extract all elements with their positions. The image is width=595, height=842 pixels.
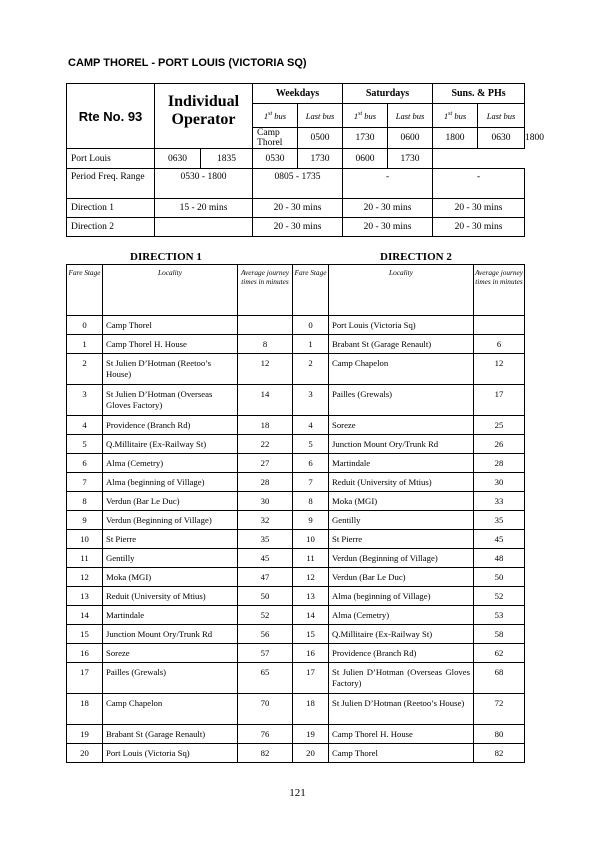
locality-cell: Q.Millitaire (Ex-Railway St) xyxy=(329,625,474,644)
fare-stage-cell: 19 xyxy=(293,725,329,744)
journey-time-cell: 8 xyxy=(238,335,293,354)
fare-stage-cell: 18 xyxy=(67,694,103,725)
journey-time-cell xyxy=(474,316,525,335)
fare-stage-cell: 1 xyxy=(67,335,103,354)
journey-time-cell: 26 xyxy=(474,435,525,454)
journey-time-cell: 52 xyxy=(238,606,293,625)
journey-time-cell: 45 xyxy=(238,549,293,568)
fare-stage-cell: 17 xyxy=(293,663,329,694)
fare-stage-cell: 8 xyxy=(67,492,103,511)
schedule-time: 0600 xyxy=(388,128,433,149)
locality-cell: Alma (Cemetry) xyxy=(103,454,238,473)
fare-stage-cell: 18 xyxy=(293,694,329,725)
table-row xyxy=(67,454,525,473)
journey-time-cell: 25 xyxy=(474,416,525,435)
locality-header: Locality xyxy=(329,265,474,316)
locality-header: Locality xyxy=(103,265,238,316)
journey-time-cell: 28 xyxy=(238,473,293,492)
locality-cell: St Julien D’Hotman (Reetoo’s House) xyxy=(103,354,238,385)
table-row xyxy=(67,335,525,354)
direction1-title: DIRECTION 1 xyxy=(130,251,202,263)
fare-stage-header: Fare Stage xyxy=(293,265,329,316)
sundays-header: Suns. & PHs xyxy=(433,84,525,104)
journey-time-cell: 18 xyxy=(238,416,293,435)
fare-stage-cell: 2 xyxy=(67,354,103,385)
journey-time-cell: 65 xyxy=(238,663,293,694)
locality-cell: St Julien D’Hotman (Overseas Gloves Factory) xyxy=(329,663,474,694)
fare-stage-cell: 5 xyxy=(67,435,103,454)
fare-stage-cell: 10 xyxy=(293,530,329,549)
journey-time-cell: 57 xyxy=(238,644,293,663)
schedule-time: 0630 xyxy=(478,128,525,149)
last-bus-header: Last bus xyxy=(478,104,525,128)
fare-stage-cell: 6 xyxy=(293,454,329,473)
journey-time-cell: 52 xyxy=(474,587,525,606)
fare-stage-cell: 12 xyxy=(67,568,103,587)
locality-cell: Camp Thorel xyxy=(329,744,474,763)
avg-time-header: Average journey times in minutes xyxy=(238,265,293,316)
period-value: 0530 - 1800 xyxy=(155,169,253,199)
table-row xyxy=(67,435,525,454)
locality-cell: Alma (beginning of Village) xyxy=(103,473,238,492)
journey-time-cell: 12 xyxy=(474,354,525,385)
direction2-label: Direction 2 xyxy=(67,218,155,237)
first-bus-header: 1st bus xyxy=(253,104,298,128)
journey-time-cell: 76 xyxy=(238,725,293,744)
locality-cell: Camp Thorel H. House xyxy=(103,335,238,354)
journey-time-cell: 35 xyxy=(474,511,525,530)
schedule-place: Port Louis xyxy=(67,149,155,169)
locality-cell: Gentilly xyxy=(103,549,238,568)
journey-time-cell: 53 xyxy=(474,606,525,625)
table-row xyxy=(67,416,525,435)
locality-cell: Alma (beginning of Village) xyxy=(329,587,474,606)
fare-stage-cell: 14 xyxy=(67,606,103,625)
schedule-time: 1800 xyxy=(433,128,478,149)
locality-cell: St Julien D’Hotman (Reetoo’s House) xyxy=(329,694,474,725)
fare-stage-cell: 14 xyxy=(293,606,329,625)
schedule-time: 1730 xyxy=(343,128,388,149)
locality-cell: Verdun (Bar Le Duc) xyxy=(103,492,238,511)
fare-stage-cell: 15 xyxy=(67,625,103,644)
journey-time-cell: 22 xyxy=(238,435,293,454)
fare-stage-cell: 8 xyxy=(293,492,329,511)
fare-stage-cell: 6 xyxy=(67,454,103,473)
journey-time-cell xyxy=(238,316,293,335)
fare-stage-cell: 10 xyxy=(67,530,103,549)
direction1-freq: 20 - 30 mins xyxy=(433,199,525,218)
schedule-time: 1730 xyxy=(298,149,343,169)
page-title: CAMP THOREL - PORT LOUIS (VICTORIA SQ) xyxy=(68,57,307,69)
locality-cell: Q.Millitaire (Ex-Railway St) xyxy=(103,435,238,454)
locality-cell: Moka (MGI) xyxy=(103,568,238,587)
locality-cell: St Pierre xyxy=(103,530,238,549)
fare-stage-cell: 0 xyxy=(67,316,103,335)
period-value: - xyxy=(433,169,525,199)
fare-stage-cell: 20 xyxy=(67,744,103,763)
journey-time-cell: 6 xyxy=(474,335,525,354)
table-row xyxy=(67,568,525,587)
journey-time-cell: 30 xyxy=(474,473,525,492)
last-bus-header: Last bus xyxy=(298,104,343,128)
table-row xyxy=(67,694,525,725)
journey-time-cell: 48 xyxy=(474,549,525,568)
table-row xyxy=(67,606,525,625)
locality-cell: Junction Mount Ory/Trunk Rd xyxy=(103,625,238,644)
journey-time-cell: 80 xyxy=(474,725,525,744)
locality-cell: Reduit (University of Mtius) xyxy=(329,473,474,492)
locality-cell: St Pierre xyxy=(329,530,474,549)
fare-stage-cell: 9 xyxy=(293,511,329,530)
schedule-time: 1835 xyxy=(201,149,253,169)
fare-stage-cell: 3 xyxy=(67,385,103,416)
locality-cell: Junction Mount Ory/Trunk Rd xyxy=(329,435,474,454)
table-row xyxy=(67,354,525,385)
direction1-freq: 20 - 30 mins xyxy=(253,199,343,218)
locality-cell: Camp Chapelon xyxy=(103,694,238,725)
fare-stage-cell: 15 xyxy=(293,625,329,644)
schedule-time: 0600 xyxy=(343,149,388,169)
fare-stage-cell: 20 xyxy=(293,744,329,763)
table-row xyxy=(67,663,525,694)
fare-stage-cell: 13 xyxy=(293,587,329,606)
avg-time-header: Average journey times in minutes xyxy=(474,265,525,316)
operator-label: Individual Operator xyxy=(155,84,253,149)
locality-cell: Martindale xyxy=(329,454,474,473)
schedule-time: 0630 xyxy=(155,149,201,169)
journey-time-cell: 70 xyxy=(238,694,293,725)
fare-stage-cell: 3 xyxy=(293,385,329,416)
direction2-freq xyxy=(155,218,253,237)
schedule-place: Camp Thorel xyxy=(253,128,298,149)
locality-cell: St Julien D’Hotman (Overseas Gloves Factory) xyxy=(103,385,238,416)
journey-time-cell: 68 xyxy=(474,663,525,694)
table-row xyxy=(67,744,525,763)
last-bus-header: Last bus xyxy=(388,104,433,128)
locality-cell: Verdun (Beginning of Village) xyxy=(103,511,238,530)
direction1-freq: 20 - 30 mins xyxy=(343,199,433,218)
journey-time-cell: 56 xyxy=(238,625,293,644)
period-value: - xyxy=(343,169,433,199)
schedule-table: Rte No. 93 Individual Operator Weekdays Saturdays Suns. & PHs 1st bus Last bus 1st bus Last bus 1st bus Last bus Camp Thorel 0500 1730 0600 1800 0630 1800 Port Louis 0630 1835 0530 1730 0600 1730 Period Freq. Range 0530 - 1800 0805 - 1735 - - Direction 1 15 - 20 mins 20 - 30 mins 20 - 30 mins 20 - 30 mins Direction 2 20 - 30 mins 20 - 30 mins 20 - 30 mins xyxy=(66,83,525,237)
journey-time-cell: 12 xyxy=(238,354,293,385)
fare-stage-cell: 11 xyxy=(293,549,329,568)
journey-time-cell: 62 xyxy=(474,644,525,663)
locality-cell: Pailles (Grewals) xyxy=(103,663,238,694)
table-row xyxy=(67,587,525,606)
direction2-freq: 20 - 30 mins xyxy=(253,218,343,237)
journey-time-cell: 58 xyxy=(474,625,525,644)
fare-stage-cell: 11 xyxy=(67,549,103,568)
fare-stage-cell: 19 xyxy=(67,725,103,744)
first-bus-header: 1st bus xyxy=(343,104,388,128)
direction2-freq: 20 - 30 mins xyxy=(433,218,525,237)
locality-cell: Verdun (Beginning of Village) xyxy=(329,549,474,568)
journey-time-cell: 14 xyxy=(238,385,293,416)
direction1-label: Direction 1 xyxy=(67,199,155,218)
locality-cell: Port Louis (Victoria Sq) xyxy=(103,744,238,763)
locality-cell: Camp Thorel xyxy=(103,316,238,335)
fare-stage-cell: 16 xyxy=(67,644,103,663)
fare-stage-header: Fare Stage xyxy=(67,265,103,316)
journey-time-cell: 47 xyxy=(238,568,293,587)
fare-stage-cell: 4 xyxy=(293,416,329,435)
locality-cell: Gentilly xyxy=(329,511,474,530)
journey-time-cell: 45 xyxy=(474,530,525,549)
locality-cell: Martindale xyxy=(103,606,238,625)
table-row xyxy=(67,492,525,511)
table-row xyxy=(67,625,525,644)
locality-cell: Alma (Cemetry) xyxy=(329,606,474,625)
period-value: 0805 - 1735 xyxy=(253,169,343,199)
schedule-time: 0530 xyxy=(253,149,298,169)
fare-stage-cell: 13 xyxy=(67,587,103,606)
locality-cell: Verdun (Bar Le Duc) xyxy=(329,568,474,587)
direction2-freq: 20 - 30 mins xyxy=(343,218,433,237)
table-row xyxy=(67,549,525,568)
fare-stage-cell: 7 xyxy=(67,473,103,492)
journey-time-cell: 27 xyxy=(238,454,293,473)
journey-time-cell: 33 xyxy=(474,492,525,511)
fare-stage-cell: 17 xyxy=(67,663,103,694)
first-bus-header: 1st bus xyxy=(433,104,478,128)
period-label: Period Freq. Range xyxy=(67,169,155,199)
locality-cell: Pailles (Grewals) xyxy=(329,385,474,416)
journey-time-cell: 50 xyxy=(238,587,293,606)
page-number: 121 xyxy=(289,787,306,799)
journey-time-cell: 72 xyxy=(474,694,525,725)
locality-cell: Brabant St (Garage Renault) xyxy=(329,335,474,354)
fare-stage-cell: 9 xyxy=(67,511,103,530)
locality-cell: Moka (MGI) xyxy=(329,492,474,511)
locality-cell: Camp Thorel H. House xyxy=(329,725,474,744)
route-number: Rte No. 93 xyxy=(67,84,155,149)
fare-stage-cell: 4 xyxy=(67,416,103,435)
journey-time-cell: 17 xyxy=(474,385,525,416)
locality-cell: Soreze xyxy=(329,416,474,435)
locality-cell: Brabant St (Garage Renault) xyxy=(103,725,238,744)
fare-stage-cell: 7 xyxy=(293,473,329,492)
journey-time-cell: 30 xyxy=(238,492,293,511)
schedule-time: 0500 xyxy=(298,128,343,149)
fare-stage-cell: 1 xyxy=(293,335,329,354)
locality-cell: Camp Chapelon xyxy=(329,354,474,385)
fare-stage-cell: 12 xyxy=(293,568,329,587)
fare-stage-cell: 2 xyxy=(293,354,329,385)
direction1-freq: 15 - 20 mins xyxy=(155,199,253,218)
table-row xyxy=(67,530,525,549)
weekdays-header: Weekdays xyxy=(253,84,343,104)
fare-stage-table xyxy=(66,264,525,763)
journey-time-cell: 28 xyxy=(474,454,525,473)
journey-time-cell: 35 xyxy=(238,530,293,549)
direction2-title: DIRECTION 2 xyxy=(380,251,452,263)
locality-cell: Port Louis (Victoria Sq) xyxy=(329,316,474,335)
schedule-time: 1730 xyxy=(388,149,433,169)
saturdays-header: Saturdays xyxy=(343,84,433,104)
table-row xyxy=(67,316,525,335)
fare-stage-cell: 0 xyxy=(293,316,329,335)
locality-cell: Soreze xyxy=(103,644,238,663)
table-row xyxy=(67,473,525,492)
journey-time-cell: 82 xyxy=(238,744,293,763)
fare-stage-cell: 16 xyxy=(293,644,329,663)
locality-cell: Providence (Branch Rd) xyxy=(103,416,238,435)
table-row xyxy=(67,385,525,416)
table-row xyxy=(67,511,525,530)
fare-stage-cell: 5 xyxy=(293,435,329,454)
locality-cell: Providence (Branch Rd) xyxy=(329,644,474,663)
table-row xyxy=(67,644,525,663)
journey-time-cell: 82 xyxy=(474,744,525,763)
table-row xyxy=(67,725,525,744)
locality-cell: Reduit (University of Mtius) xyxy=(103,587,238,606)
journey-time-cell: 32 xyxy=(238,511,293,530)
journey-time-cell: 50 xyxy=(474,568,525,587)
